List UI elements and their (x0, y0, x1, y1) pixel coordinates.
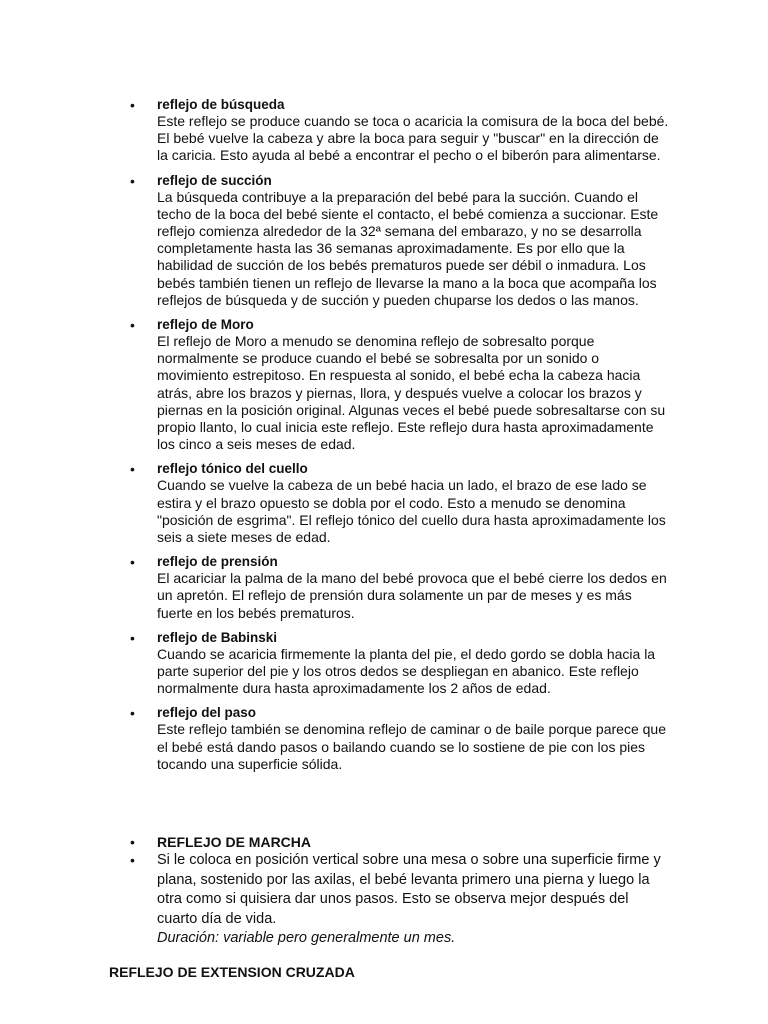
list-item-busqueda (130, 96, 670, 165)
reflex-title: reflejo tónico del cuello (157, 461, 308, 477)
list-item-marcha-description (130, 851, 670, 949)
reflex-description: Este reflejo también se denomina reflejo de caminar o de baile porque parece que el bebé está dando pasos o bailando cuando se lo sostiene de pie con los pies tocando una superficie sólida. (157, 721, 666, 772)
marcha-duration: Duración: variable pero generalmente un mes. (157, 930, 456, 946)
list-item-succion (130, 172, 670, 309)
reflex-title: reflejo de prensión (157, 554, 278, 570)
list-item-babinski (130, 629, 670, 698)
reflex-title: reflejo de búsqueda (157, 97, 285, 112)
bullet: • (130, 172, 135, 189)
list-item-prension (130, 553, 670, 622)
bullet: • (130, 834, 135, 850)
marcha-section (130, 833, 670, 949)
reflex-description: El acariciar la palma de la mano del bebé provoca que el bebé cierre los dedos en un apretón. El reflejo de prensión dura solamente un par de meses y es más fuerte en los bebés prematuros. (157, 570, 667, 621)
bullet: • (130, 705, 135, 722)
list-item-tonico-cuello (130, 460, 670, 546)
bullet: • (130, 97, 135, 113)
reflex-description: Cuando se acaricia firmemente la planta del pie, el dedo gordo se dobla hacia la parte superior del pie y los otros dedos se despliegan en abanico. Este reflejo normalmente dura hasta aproximadamente los 2 años de edad. (157, 645, 656, 697)
extension-heading: REFLEJO DE EXTENSION CRUZADA (109, 964, 355, 980)
list-item-moro (130, 316, 670, 453)
bullet: • (130, 461, 135, 478)
marcha-description: Si le coloca en posición vertical sobre una mesa o sobre una superficie firme y plana, sostenido por las axilas, el bebé levanta primero una pierna y luego la otra como si quisiera dar unos pasos. Esto se observa mejor después del cuarto día de vida. (157, 852, 661, 927)
reflex-description: La búsqueda contribuye a la preparación del bebé para la succión. Cuando el techo de la boca del bebé siente el contacto, el bebé comienza a succionar. Este reflejo comienza alrededor de la 32ª semana del embarazo, y no se desarrolla completamente hasta las 36 semanas aproximadamente. Es por ello que la habilidad de succión de los bebés prematuros puede ser débil o inmadura. Los bebés también tienen un reflejo de llevarse la mano a la boca que acompaña los reflejos de búsqueda y de succión y pueden chuparse los dedos o las manos. (157, 188, 659, 308)
reflex-description: Cuando se vuelve la cabeza de un bebé hacia un lado, el brazo de ese lado se estira y el brazo opuesto se dobla por el codo. Esto a menudo se denomina "posición de esgrima". El reflejo tónico del cuello dura hasta aproximadamente los seis a siete meses de edad. (157, 477, 666, 546)
marcha-title: REFLEJO DE MARCHA (157, 834, 312, 850)
reflex-list (130, 96, 670, 780)
reflex-title: reflejo de succión (157, 172, 272, 188)
reflex-description: El reflejo de Moro a menudo se denomina reflejo de sobresalto porque normalmente se produce cuando el bebé se sobresalta por un sonido o movimiento estrepitoso. En respuesta al sonido, el bebé echa la cabeza hacia atrás, abre los brazos y piernas, llora, y después vuelve a colocar los brazos y piernas en la posición original. Algunas veces el bebé puede sobresaltarse con su propio llanto, lo cual inicia este reflejo. Este reflejo dura hasta aproximadamente los cinco a seis meses de edad. (157, 333, 666, 453)
bullet: • (130, 852, 135, 868)
reflex-title: reflejo de Moro (157, 317, 254, 333)
reflex-title: reflejo de Babinski (157, 629, 278, 645)
list-item-paso (130, 704, 670, 773)
bullet: • (130, 317, 135, 334)
reflex-title: reflejo del paso (157, 705, 257, 721)
bullet: • (130, 554, 135, 571)
bullet: • (130, 629, 135, 646)
list-item-marcha-title (130, 833, 670, 851)
reflex-description: Este reflejo se produce cuando se toca o acaricia la comisura de la boca del bebé. El bebé vuelve la cabeza y abre la boca para seguir y "buscar" en la dirección de la caricia. Esto ayuda al bebé a encontrar el pecho o el biberón para alimentarse. (157, 113, 669, 164)
